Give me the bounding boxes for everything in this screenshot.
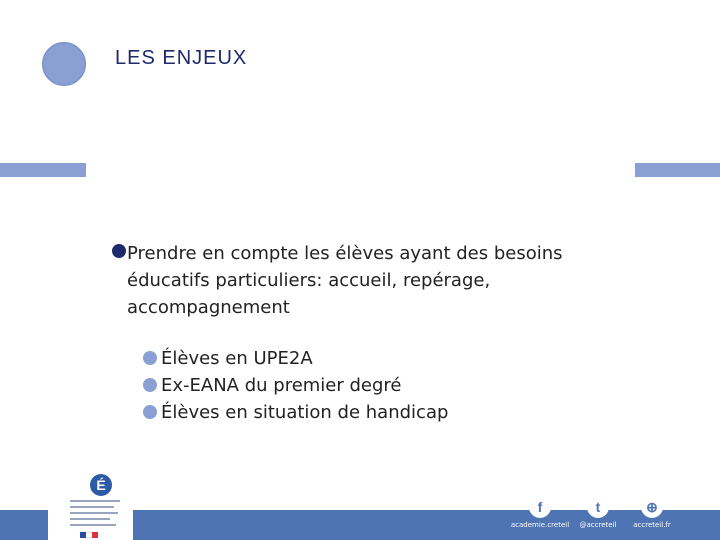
sub-bullet-item xyxy=(143,399,448,426)
main-bullet xyxy=(110,240,630,321)
main-bullet-text: Prendre en compte les élèves ayant des besoins éducatifs particuliers: accueil, repérage, accompagnement xyxy=(127,243,563,318)
sub-bullet-dot-icon xyxy=(143,405,157,419)
twitter-icon: t xyxy=(587,496,609,518)
social-website[interactable] xyxy=(617,496,687,529)
sub-bullet-text: Ex-EANA du premier degré xyxy=(161,375,402,396)
french-flag-icon xyxy=(80,532,98,538)
logo-text-line xyxy=(70,518,110,520)
sub-bullet-dot-icon xyxy=(143,351,157,365)
bullet-dot-icon xyxy=(112,244,126,258)
main-content xyxy=(110,240,630,321)
logo-text-line xyxy=(70,524,116,526)
right-accent-band xyxy=(635,163,720,177)
logo-text-line xyxy=(70,506,114,508)
social-label: academie.creteil xyxy=(510,521,570,529)
social-label: accreteil.fr xyxy=(633,521,671,529)
sub-bullet-item xyxy=(143,372,448,399)
footer-left-strip xyxy=(0,510,48,540)
sub-bullet-text: Élèves en situation de handicap xyxy=(161,402,449,423)
sub-bullet-dot-icon xyxy=(143,378,157,392)
sub-bullet-item xyxy=(143,345,448,372)
logo-text-line xyxy=(70,512,118,514)
title-decor-circle xyxy=(42,42,86,86)
republic-e-logo-icon: É xyxy=(90,474,112,496)
social-label: @accreteil xyxy=(579,521,617,529)
facebook-icon: f xyxy=(529,496,551,518)
logo-text-line xyxy=(70,500,120,502)
slide-title: LES ENJEUX xyxy=(115,47,248,69)
left-accent-band xyxy=(0,163,86,177)
academy-logo xyxy=(60,472,128,540)
sub-bullet-list xyxy=(143,345,448,426)
globe-icon: ⊕ xyxy=(641,496,663,518)
sub-bullet-text: Élèves en UPE2A xyxy=(161,348,313,369)
